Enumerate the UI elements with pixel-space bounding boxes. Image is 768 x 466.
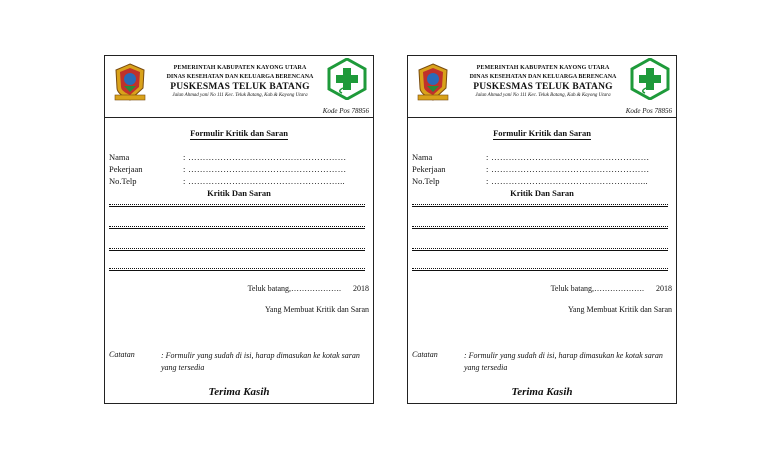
feedback-form-left	[104, 55, 374, 404]
occupation-field[interactable]: : ………………………………………………	[183, 164, 347, 174]
year: 2018	[353, 284, 369, 293]
header-government: PEMERINTAH KABUPATEN KAYONG UTARA	[173, 65, 307, 71]
name-field[interactable]: : ………………………………………………	[183, 152, 347, 162]
feedback-line[interactable]	[412, 204, 668, 205]
place-date: Teluk batang,……………….	[550, 284, 644, 293]
feedback-form-right	[407, 55, 677, 404]
feedback-line[interactable]	[109, 248, 365, 249]
header-address: Jalan Ahmad yani No 111 Kec. Teluk Batang, Kab.& Kayong Utara	[172, 93, 308, 98]
thank-you: Terima Kasih	[208, 386, 270, 398]
puskesmas-cross-icon	[629, 58, 671, 100]
feedback-line[interactable]	[109, 204, 365, 205]
note-text: : Formulir yang sudah di isi, harap dimasukan ke kotak saran yang tersedia	[161, 351, 360, 372]
form-header	[408, 56, 676, 118]
regency-emblem-icon	[113, 62, 147, 102]
feedback-line[interactable]	[109, 268, 365, 269]
header-address: Jalan Ahmad yani No 111 Kec. Teluk Batang, Kab.& Kayong Utara	[475, 93, 611, 98]
phone-field[interactable]: : ……………………………………………...	[183, 176, 345, 186]
header-government: PEMERINTAH KABUPATEN KAYONG UTARA	[476, 65, 610, 71]
phone-field[interactable]: : ……………………………………………...	[486, 176, 648, 186]
feedback-line[interactable]	[109, 226, 365, 227]
form-header	[105, 56, 373, 118]
note-text: : Formulir yang sudah di isi, harap dimasukan ke kotak saran yang tersedia	[464, 351, 663, 372]
thank-you: Terima Kasih	[511, 386, 573, 398]
year: 2018	[656, 284, 672, 293]
postal-code: Kode Pos 78856	[322, 107, 369, 115]
note-label: Catatan	[109, 350, 135, 359]
header-department: DINAS KESEHATAN DAN KELUARGA BERENCANA	[166, 74, 314, 80]
header-puskesmas: PUSKESMAS TELUK BATANG	[170, 82, 310, 92]
occupation-field[interactable]: : ………………………………………………	[486, 164, 650, 174]
signer-caption: Yang Membuat Kritik dan Saran	[567, 305, 672, 314]
name-label: Nama	[412, 152, 433, 162]
feedback-heading: Kritik Dan Saran	[510, 188, 574, 198]
puskesmas-cross-icon	[326, 58, 368, 100]
feedback-line[interactable]	[412, 268, 668, 269]
postal-code: Kode Pos 78856	[625, 107, 672, 115]
feedback-line[interactable]	[412, 248, 668, 249]
form-title: Formulir Kritik dan Saran	[493, 128, 591, 138]
header-puskesmas: PUSKESMAS TELUK BATANG	[473, 82, 613, 92]
header-department: DINAS KESEHATAN DAN KELUARGA BERENCANA	[469, 74, 617, 80]
phone-label: No.Telp	[109, 176, 137, 186]
name-field[interactable]: : ………………………………………………	[486, 152, 650, 162]
form-title: Formulir Kritik dan Saran	[190, 128, 288, 138]
regency-emblem-icon	[416, 62, 450, 102]
name-label: Nama	[109, 152, 130, 162]
place-date: Teluk batang,……………….	[247, 284, 341, 293]
occupation-label: Pekerjaan	[412, 164, 446, 174]
signer-caption: Yang Membuat Kritik dan Saran	[264, 305, 369, 314]
feedback-line[interactable]	[412, 226, 668, 227]
note-label: Catatan	[412, 350, 438, 359]
occupation-label: Pekerjaan	[109, 164, 143, 174]
feedback-heading: Kritik Dan Saran	[207, 188, 271, 198]
phone-label: No.Telp	[412, 176, 440, 186]
